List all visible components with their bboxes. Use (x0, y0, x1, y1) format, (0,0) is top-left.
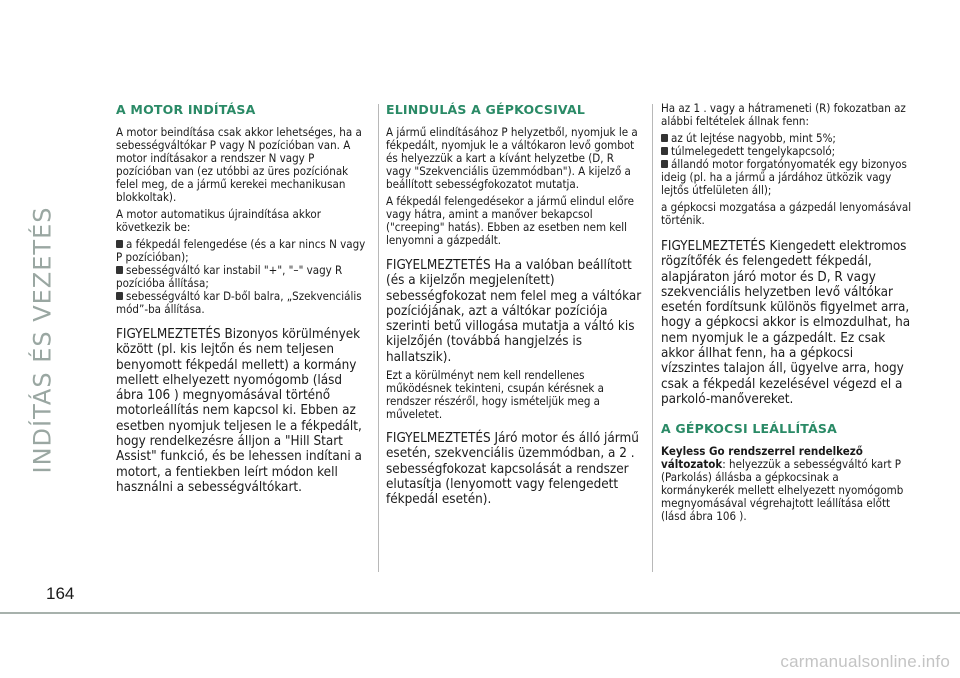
heading-moving-off: ELINDULÁS A GÉPKOCSIVAL (386, 102, 585, 117)
warning-note: FIGYELMEZTETÉS Járó motor és álló jármű esetén, szekvenciális üzemmódban, a 2 . sebességfokozat kapcsolását a rendszer elutasítja (lenyomott vagy felengedett fékpedál esetén). (386, 431, 639, 508)
column-conditions-and-stopping (661, 102, 915, 527)
paragraph: Ezt a körülményt nem kell rendellenes működésnek tekinteni, csupán kérésnek a rendszer részéről, hogy ismételjük meg a műveletet. (386, 368, 604, 422)
condition-list (661, 132, 915, 197)
column-starting-engine (116, 102, 370, 499)
square-bullet-icon (116, 266, 123, 274)
list-item (116, 264, 370, 290)
paragraph: a gépkocsi mozgatása a gázpedál lenyomásával történik. (661, 200, 912, 227)
column-divider-2 (652, 104, 653, 572)
heading-starting-engine: A MOTOR INDÍTÁSA (116, 102, 256, 117)
paragraph: A fékpedál felengedésekor a jármű elindul előre vagy hátra, amint a manőver bekapcsol ("creeping" hatás). Ebben az esetben nem kell lenyomni a gázpedált. (386, 194, 634, 247)
paragraph (661, 445, 915, 523)
list-item (116, 238, 370, 264)
paragraph-text: : helyezzük a sebességváltó kart P (Parkolás) állásba a gépkocsinak a kormánykerék mellett elhelyezett nyomógomb megnyomásával végrehajtott leállítása előtt (lásd ábra 106 ). (661, 457, 904, 524)
square-bullet-icon (661, 147, 668, 155)
list-item-text: sebességváltó kar D-ből balra, „Szekvenciális mód”-ba állítása. (116, 289, 362, 316)
list-item-text: túlmelegedett tengelykapcsoló; (671, 144, 836, 158)
paragraph: A motor automatikus újraindítása akkor következik be: (116, 207, 321, 234)
square-bullet-icon (116, 240, 123, 248)
paragraph: Ha az 1 . vagy a hátrameneti (R) fokozatban az alábbi feltételek állnak fenn: (661, 101, 906, 128)
list-item (661, 158, 915, 197)
side-section-title-text: INDÍTÁS ÉS VEZETÉS (28, 206, 57, 474)
heading-stopping-vehicle: A GÉPKOCSI LEÁLLÍTÁSA (661, 421, 838, 437)
column-divider-1 (378, 104, 379, 572)
square-bullet-icon (661, 134, 668, 142)
warning-note: FIGYELMEZTETÉS Bizonyos körülmények között (pl. kis lejtőn és nem teljesen benyomott fékpedál mellett) a kormány mellett elhelyezett nyomógomb (lásd ábra 106 ) megnyomásával történő motorleállítás nem kapcsol ki. Ebben az esetben nyomjuk teljesen le a fékpedált, hogy rendelkezésre álljon a "Hill Start Assist" funkció, és be lehessen indítani a motort, a fentiekben leírt módon kell használni a sebességváltókart. (116, 327, 362, 495)
warning-note: FIGYELMEZTETÉS Ha a valóban beállított (és a kijelzőn megjelenített) sebességfokozat nem felel meg a váltókar pozíciójának, azt a váltókar pozíciója szerinti betű villogása mutatja a váltó kis kijelzőjén (továbbá hangjelzés is hallatszik). (386, 258, 642, 365)
list-item-text: az út lejtése nagyobb, mint 5%; (671, 131, 836, 145)
list-item-text: a fékpedál felengedése (és a kar nincs N vagy P pozícióban); (116, 237, 366, 264)
paragraph: A jármű elindításához P helyzetből, nyomjuk le a fékpedált, nyomjuk le a váltókaron levő gombot és helyezzük a kart a kívánt helyzetbe (D, R vagy "Szekvenciális üzemmódban"). A kijelző a beállított sebességfokozatot mutatja. (386, 125, 638, 191)
list-item-text: állandó motor forgatónyomaték egy bizonyos ideig (pl. ha a jármű a járdához ütközik vagy lejtős útfelületen áll); (661, 157, 907, 197)
list-item-text: sebességváltó kar instabil "+", "–" vagy R pozícióba állítása; (116, 263, 343, 290)
footer-rule (0, 612, 960, 614)
column-moving-off (386, 102, 642, 512)
side-section-title (8, 100, 76, 580)
keyless-go-subheading: Keyless Go rendszerrel rendelkező változatok (661, 444, 863, 472)
watermark: carmanualsonline.info (780, 652, 950, 671)
square-bullet-icon (116, 292, 123, 300)
condition-list (116, 238, 370, 316)
square-bullet-icon (661, 160, 668, 168)
list-item (116, 290, 370, 316)
warning-note: FIGYELMEZTETÉS Kiengedett elektromos rögzítőfék és felengedett fékpedál, alapjáraton járó motor és D, R vagy szekvenciális helyzetben levő váltókar esetén fordítsunk különös figyelmet arra, hogy a gépkocsi akkor is elmozdulhat, ha nem nyomjuk le a gázpedált. Ez csak akkor állhat fenn, ha a gépkocsi vízszintes talajon áll, ügyelve arra, hogy csak a fékpedál kezelésével végezd el a parkoló-manővereket. (661, 239, 911, 407)
page-number: 164 (46, 584, 75, 603)
paragraph: A motor beindítása csak akkor lehetséges, ha a sebességváltókar P vagy N pozícióban van. A motor indításakor a rendszer N vagy P pozícióban van (ez utóbbi az üres pozíciónak felel meg, de a jármű kerekei mechanikusan blokkoltak). (116, 125, 362, 204)
